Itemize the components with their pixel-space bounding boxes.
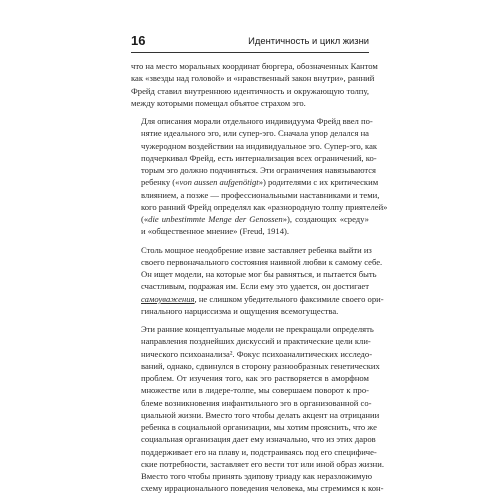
header-rule [131, 52, 369, 53]
paragraph [131, 244, 384, 318]
text-line: ребенку («von aussen aufgenötigt») родителями с их критическим [141, 177, 379, 188]
text-line: ваний, однако, сдвинулся в сторону разнообразных генетических [141, 360, 380, 371]
text-line: подчеркивал Фрейд, есть интернализация всех ограничений, ко- [141, 152, 377, 163]
text-line: как «звезды над головой» и «нравственный закон внутри», ранний [131, 73, 375, 84]
text-line: счастливым, подражая им. Если ему это удается, он достигает [141, 281, 369, 292]
text-line: нятие идеального эго, или супер-эго. Сначала упор делался на [141, 128, 369, 139]
text-line: между которыми помещал объятое страхом эго. [131, 97, 306, 108]
paragraph [131, 60, 378, 109]
text-line: социальная организация дает ему изначально, что из этих даров [141, 434, 376, 445]
paragraph [131, 115, 388, 238]
page-header [0, 0, 500, 60]
text-line: своего первоначального состояния наивной любви к самому себе. [141, 256, 383, 267]
text-line: гинального нарциссизма и ощущения всемогущества. [141, 305, 339, 316]
body-text [131, 60, 388, 495]
text-line: Фрейд ставил внутреннюю идентичность и окружающую толпу, [131, 85, 369, 96]
text-line: самоуважения, не слишком убедительного факсимиле своего ори- [141, 293, 384, 304]
text-line: Вместо того чтобы принять эдипову триаду как неразложимую [141, 471, 373, 481]
text-line: Эти ранние концептуальные модели не прекращали определять [141, 324, 374, 334]
text-line: торым эго должно подчиняться. Эти ограничения навязываются [141, 165, 377, 175]
text-line: нического психоанализа². Фокус психоаналитических исследо- [141, 348, 373, 359]
paragraph [131, 323, 384, 495]
text-line: влиянием, а позже — профессиональными наставниками и теми, [141, 189, 380, 200]
text-line: проблем. От изучения того, как эго растворяется в аморфном [141, 373, 369, 383]
text-line: Для описания морали отдельного индивидуума Фрейд ввел по- [141, 116, 373, 126]
text-line: кого ранний Фрейд определял как «разнородную толпу приятелей» [141, 201, 388, 212]
text-line: ребенка в социальной организации, мы хотим прояснить, что же [141, 422, 377, 432]
text-line: чужеродном воздействии на индивидуальное эго. Супер-эго, как [141, 140, 378, 151]
text-line: ские потребности, заставляет его вести тот или иной образ жизни. [141, 458, 384, 469]
text-line: и «общественное мнение» (Freud, 1914). [141, 226, 290, 237]
text-line: блеме возникновения инфантильного эго в организованной со- [141, 397, 372, 408]
text-line: поддерживает его на плаву и, подстраиваясь под его специфиче- [141, 446, 377, 457]
text-line: множестве или в лидере-толпе, мы совершаем поворот к про- [141, 385, 369, 396]
text-line: что на место моральных координат бюргера, обозначенных Кантом [131, 61, 378, 71]
text-line: циальной жизни. Вместо того чтобы делать акцент на отрицании [141, 409, 380, 420]
text-line: Столь мощное неодобрение извне заставляет ребенка выйти из [141, 244, 372, 255]
text-line: Он ищет модели, на которые мог бы равняться, и пытается быть [141, 269, 377, 279]
running-title: Идентичность и цикл жизни [248, 35, 369, 46]
text-line: направления позднейших дискуссий и практические цели кли- [141, 336, 371, 347]
page-number: 16 [131, 33, 146, 48]
text-line: («die unbestimmte Menge der Genossen»), создающих «среду» [141, 214, 369, 224]
text-line: схему иррационального поведения человека, мы стремимся к кон- [141, 483, 384, 494]
